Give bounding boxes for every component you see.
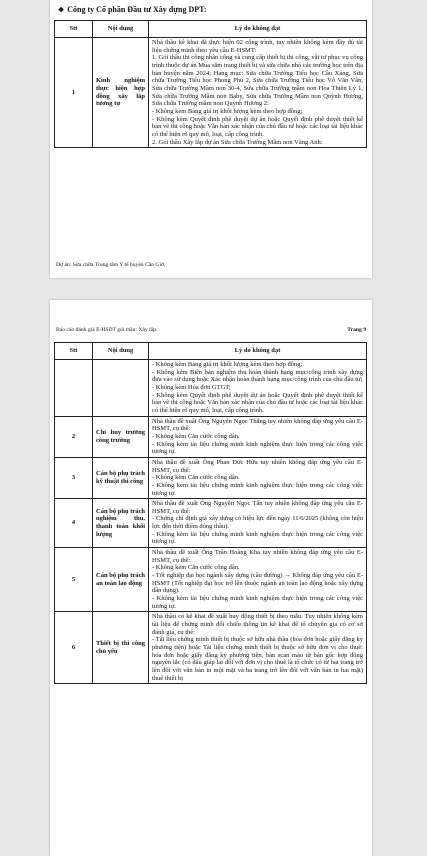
row-content: Kinh nghiệm thực hiện hợp đồng xây lắp tương tự	[93, 38, 149, 148]
reason-line: - Không kèm Căn cước công dân.	[152, 564, 240, 572]
table-row	[55, 548, 367, 612]
table-row	[55, 416, 367, 457]
reason-line: - Không kèm Bảng giá trị khối lượng kèm theo hợp đồng;	[152, 361, 303, 368]
reason-line: - Không kèm tài liệu chứng minh kinh nghiệm thực hiện trong các công việc tương tự.	[152, 440, 363, 456]
reason-line: - Không kèm Biên bản nghiệm thu hoàn thành hạng mục/công trình xây dựng đưa vào sử dụng hoặc Xác nhận hoàn thành hạng mục/công trình của chủ đầu tư;	[152, 368, 363, 384]
row-stt	[55, 360, 93, 417]
row-reasons	[149, 360, 367, 417]
evaluation-table-2	[54, 342, 367, 684]
row-content: Thiết bị thi công chủ yếu	[93, 612, 149, 684]
row-stt: 6	[55, 612, 93, 684]
reason-line: - Không kèm Căn cước công dân.	[152, 474, 240, 482]
reason-line: Nhà thầu có kê khai đề xuất huy động thiết bị theo mẫu. Tuy nhiên không kèm tài liệu để chứng minh đối chiếu thông tin kê khai để tổ chuyên gia có cơ sở đánh giá, cụ thể:	[152, 613, 363, 636]
row-reasons	[149, 548, 367, 612]
reason-line: Nhà thầu đề xuất Ông Nguyễn Ngọc Thắng tuy nhiên không đáp ứng yêu cầu E-HSMT, cụ thể:	[152, 417, 363, 433]
reason-line: - Tài liệu chứng minh thiết bị thuộc sở hữu nhà thầu (hóa đơn hoặc giấy đăng ký phương tiện) hoặc Tài liệu chứng minh thiết bị thuộc sở hữu đơn vị cho thuê: hóa đơn hoặc giấy đăng ký phương tiện, bản scan màu từ bản gốc hợp đồng nguyên tắc (có dấu giáp lai đối với đơn vị cho thuê là tổ chức có từ hai trang trở lên đối với văn bản in một mặt và ba trang trở lên đối với văn bản in hai mặt) thuê thiết bị	[152, 636, 363, 682]
document-page-2	[50, 300, 372, 856]
reason-line: - Chứng chỉ định giá xây dựng có hiệu lực đến ngày 11/6/2025 (không còn hiệu lực đến thời điểm đóng thầu).	[152, 515, 363, 531]
table-header-row	[55, 343, 367, 360]
reason-line: - Không kèm Căn cước công dân.	[152, 432, 240, 440]
evaluation-table-1	[54, 20, 367, 148]
reason-line: - Không kèm Quyết định phê duyệt dự án hoặc Quyết định phê duyệt thiết kế bản vẽ thi công hoặc Văn bản xác nhận của chủ đầu tư hoặc các loại tài liệu khác có thể hiện rõ quy mô, loại, cấp công trình.	[152, 115, 363, 138]
row-stt: 2	[55, 416, 93, 457]
table-row	[55, 612, 367, 684]
document-page-1	[50, 0, 372, 278]
reason-line: - Không kèm tài liệu chứng minh kinh nghiệm thực hiện trong các công việc tương tự.	[152, 481, 363, 497]
row-reasons	[149, 499, 367, 548]
table-row	[55, 38, 367, 148]
table-row	[55, 499, 367, 548]
reason-line: - Không kèm tài liệu chứng minh kinh nghiệm thực hiện trong các công việc tương tự.	[152, 530, 363, 546]
col-header-content: Nội dung	[93, 21, 149, 38]
col-header-reason: Lý do không đạt	[149, 21, 367, 38]
row-stt: 5	[55, 548, 93, 612]
reason-line: - Không kèm tài liệu chứng minh kinh nghiệm thực hiện trong các công việc tương tự.	[152, 595, 363, 610]
col-header-content: Nội dung	[93, 343, 149, 360]
reason-line: Nhà thầu đề xuất Ông Phan Đức Hữu tuy nhiên không đáp ứng yêu cầu E-HSMT, cụ thể:	[152, 458, 363, 474]
reason-line: - Không kèm Hóa đơn GTGT;	[152, 383, 231, 391]
company-heading	[58, 5, 207, 14]
reason-line: - Không kèm Quyết định phê duyệt dự án hoặc Quyết định phê duyệt thiết kế bản vẽ thi công hoặc Văn bản xác nhận của chủ đầu tư hoặc các loại tài liệu khác có thể hiện rõ quy mô, loại, cấp công trình.	[152, 391, 363, 414]
reason-line: 1. Gói thầu thi công nhân công và cung cấp thiết bị thi công, vật tư phục vụ công trình thuộc dự án Mua sắm trang thiết bị và sửa chữa nhỏ các trường học trên địa bàn huyện năm 2024; Hạng mục: Sửa chữa Trường Tiểu học Cầu Xáng, Sửa chữa Trường Tiểu học Phong Phú 2, Sửa chữa Trường Tiểu học Võ Văn Vân, Sửa chữa Trường Mầm non 30-4, Sửa chữa Trường mầm non Hoa Thiên Lý 1, Sửa chữa Trường Mầm non Baby, Sửa chữa Trường Mầm non Quỳnh Hương, Sửa chữa Trường mầm non Quỳnh Hương 2:	[152, 54, 363, 108]
row-stt: 4	[55, 499, 93, 548]
row-content: Chỉ huy trưởng công trường	[93, 416, 149, 457]
table-header-row	[55, 21, 367, 38]
page-header	[56, 327, 366, 333]
row-reasons	[149, 38, 367, 148]
row-reasons	[149, 612, 367, 684]
row-stt: 1	[55, 38, 93, 148]
row-content: Cán bộ phụ trách kỹ thuật thi công	[93, 457, 149, 498]
reason-line: Nhà thầu đề xuất Ông Trần Hoàng Kha tuy nhiên không đáp ứng yêu cầu E-HSMT, cụ thể:	[152, 549, 363, 564]
company-title: Công ty Cổ phần Đầu tư Xây dựng DPT:	[67, 5, 207, 14]
row-content: Cán bộ phụ trách an toàn lao động	[93, 548, 149, 612]
reason-line: - Tốt nghiệp đại học ngành xây dựng (cầu đường) → Không đáp ứng yêu cầu E-HSMT (Tốt nghiệp đại học trở lên thuộc ngành an toàn lao động hoặc xây dựng dân dụng).	[152, 572, 363, 595]
project-footnote: Dự án: Sửa chữa Trung tâm Y tế huyện Cần Giờ.	[56, 262, 166, 268]
reason-line: 2. Gói thầu Xây lắp dự án Sửa chữa Trường Mầm non Vàng Anh:	[152, 138, 323, 146]
reason-line: Nhà thầu đề xuất Ông Nguyễn Ngọc Tấn tuy nhiên không đáp ứng yêu cầu E-HSMT, cụ thể:	[152, 500, 363, 515]
row-content	[93, 360, 149, 417]
page-number: Trang 9	[347, 327, 366, 333]
reason-line: Nhà thầu kê khai đã thực hiện 02 công trình, tuy nhiên không kèm đầy đủ tài liệu chứng minh theo yêu cầu E-HSMT:	[152, 39, 363, 54]
col-header-stt: Stt	[55, 343, 93, 360]
row-reasons	[149, 457, 367, 498]
table-row	[55, 360, 367, 417]
diamond-bullet-icon: ❖	[58, 6, 65, 14]
col-header-stt: Stt	[55, 21, 93, 38]
row-content: Cán bộ phụ trách nghiệm thu, thanh toán khối lượng	[93, 499, 149, 548]
row-reasons	[149, 416, 367, 457]
col-header-reason: Lý do không đạt	[149, 343, 367, 360]
report-title: Báo cáo đánh giá E-HSDT gói thầu: Xây lắp.	[56, 327, 158, 333]
table-row	[55, 457, 367, 498]
row-stt: 3	[55, 457, 93, 498]
reason-line: - Không kèm Bảng giá trị khối lượng kèm theo hợp đồng;	[152, 107, 303, 115]
